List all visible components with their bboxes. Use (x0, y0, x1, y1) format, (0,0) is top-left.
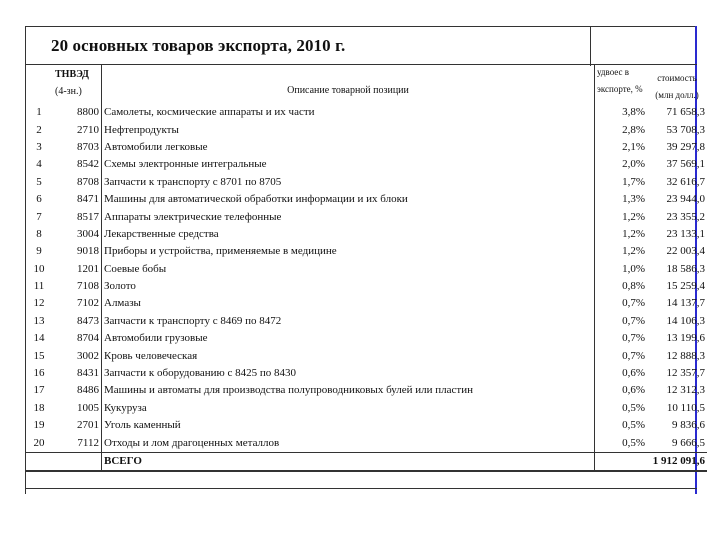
row-code: 3002 (53, 347, 102, 364)
row-code: 7112 (53, 434, 102, 452)
sheet-bottom-border (25, 488, 697, 489)
total-row (25, 452, 707, 471)
row-share: 0,7% (622, 297, 645, 310)
row-code: 7102 (53, 295, 102, 312)
table-row (25, 434, 707, 452)
header-tnved-sub: (4-зн.) (55, 86, 82, 97)
row-share: 0,5% (622, 401, 645, 414)
row-code: 8703 (53, 139, 102, 156)
row-code: 8471 (53, 191, 102, 208)
row-number: 12 (33, 297, 45, 310)
row-code: 7108 (53, 278, 102, 295)
row-share: 1,2% (622, 210, 645, 223)
row-description: Запчасти к оборудованию с 8425 по 8430 (102, 365, 595, 382)
row-value: 53 708,3 (666, 123, 705, 136)
table-row (25, 261, 707, 278)
row-code: 8517 (53, 208, 102, 225)
row-value: 23 355,2 (666, 210, 705, 223)
row-description: Кровь человеческая (102, 347, 595, 364)
row-number: 11 (33, 280, 45, 293)
row-description: Нефтепродукты (102, 121, 595, 138)
row-number: 8 (36, 227, 42, 240)
table-row (25, 104, 707, 121)
row-value: 23 133,1 (666, 227, 705, 240)
row-share: 0,8% (622, 280, 645, 293)
table-row (25, 365, 707, 382)
row-description: Самолеты, космические аппараты и их части (102, 104, 595, 121)
table-row (25, 156, 707, 173)
row-value: 32 616,7 (666, 175, 705, 188)
row-number: 18 (33, 401, 45, 414)
table-row (25, 208, 707, 225)
row-number: 5 (36, 175, 42, 188)
row-description: Запчасти к транспорту с 8701 по 8705 (102, 174, 595, 191)
row-code: 1005 (53, 400, 102, 417)
row-number: 15 (33, 349, 45, 362)
row-share: 2,0% (622, 158, 645, 171)
row-value: 15 259,4 (666, 280, 705, 293)
column-divider (590, 26, 591, 66)
row-share: 0,7% (622, 332, 645, 345)
header-value: стоимость (млн долл.) (655, 73, 699, 100)
row-share: 0,5% (622, 436, 645, 449)
row-description: Алмазы (102, 295, 595, 312)
row-value: 14 106,3 (666, 314, 705, 327)
row-value: 71 658,3 (666, 106, 705, 119)
row-description: Автомобили легковые (102, 139, 595, 156)
table-row (25, 417, 707, 434)
table-row (25, 382, 707, 399)
row-number: 20 (33, 436, 45, 449)
total-label: ВСЕГО (102, 452, 595, 471)
header-share: удвоес в экспорте, % (597, 67, 643, 94)
row-number: 7 (36, 210, 42, 223)
row-value: 12 312,3 (666, 384, 705, 397)
row-code: 1201 (53, 261, 102, 278)
header-tnved (53, 64, 102, 104)
row-number: 4 (36, 158, 42, 171)
table-row (25, 226, 707, 243)
row-number: 6 (36, 193, 42, 206)
row-share: 1,2% (622, 227, 645, 240)
row-share: 1,7% (622, 175, 645, 188)
spreadsheet-sheet (25, 26, 705, 494)
row-value: 9 836,6 (672, 419, 705, 432)
row-description: Лекарственные средства (102, 226, 595, 243)
page-title: 20 основных товаров экспорта, 2010 г. (51, 36, 346, 55)
row-value: 13 199,6 (666, 332, 705, 345)
row-share: 2,8% (622, 123, 645, 136)
table-row (25, 347, 707, 364)
row-description: Запчасти к транспорту с 8469 по 8472 (102, 313, 595, 330)
total-value: 1 912 091,6 (647, 452, 707, 471)
row-share: 0,5% (622, 419, 645, 432)
table-row (25, 243, 707, 260)
row-description: Приборы и устройства, применяемые в медицине (102, 243, 595, 260)
row-share: 2,1% (622, 140, 645, 153)
row-code: 8708 (53, 174, 102, 191)
row-share: 0,6% (622, 367, 645, 380)
row-value: 12 357,7 (666, 367, 705, 380)
row-share: 1,3% (622, 193, 645, 206)
row-number: 10 (33, 262, 45, 275)
header-description: Описание товарной позиции (102, 64, 595, 104)
row-value: 9 666,5 (672, 436, 705, 449)
row-description: Машины для автоматической обработки информации и их блоки (102, 191, 595, 208)
row-description: Аппараты электрические телефонные (102, 208, 595, 225)
sheet-top-border (25, 26, 697, 27)
row-number: 17 (33, 384, 45, 397)
row-code: 8704 (53, 330, 102, 347)
table-row (25, 174, 707, 191)
table-row (25, 121, 707, 138)
export-table (25, 64, 707, 472)
row-value: 14 137,7 (666, 297, 705, 310)
row-number: 13 (33, 314, 45, 327)
row-code: 8800 (53, 104, 102, 121)
table-row (25, 330, 707, 347)
row-description: Отходы и лом драгоценных металлов (102, 434, 595, 452)
row-share: 1,0% (622, 262, 645, 275)
row-value: 39 297,8 (666, 140, 705, 153)
row-number: 19 (33, 419, 45, 432)
row-description: Автомобили грузовые (102, 330, 595, 347)
row-description: Золото (102, 278, 595, 295)
row-share: 0,7% (622, 314, 645, 327)
table-row (25, 295, 707, 312)
table-row (25, 278, 707, 295)
table-row (25, 139, 707, 156)
row-number: 3 (36, 140, 42, 153)
row-description: Схемы электронные интегральные (102, 156, 595, 173)
row-code: 8486 (53, 382, 102, 399)
row-code: 8473 (53, 313, 102, 330)
table-body (25, 104, 707, 452)
row-value: 22 003,4 (666, 245, 705, 258)
row-share: 0,6% (622, 384, 645, 397)
row-code: 8542 (53, 156, 102, 173)
table-row (25, 400, 707, 417)
row-description: Кукуруза (102, 400, 595, 417)
row-number: 2 (36, 123, 42, 136)
row-number: 9 (36, 245, 42, 258)
row-share: 0,7% (622, 349, 645, 362)
row-code: 2710 (53, 121, 102, 138)
header-tnved-label: ТНВЭД (55, 69, 89, 80)
table-header-row (25, 64, 707, 104)
row-value: 10 110,5 (666, 401, 705, 414)
row-value: 12 888,3 (666, 349, 705, 362)
table-row (25, 313, 707, 330)
row-value: 23 944,0 (666, 193, 705, 206)
row-value: 37 569,1 (666, 158, 705, 171)
row-share: 3,8% (622, 106, 645, 119)
row-number: 14 (33, 332, 45, 345)
row-share: 1,2% (622, 245, 645, 258)
row-value: 18 586,3 (666, 262, 705, 275)
table-row (25, 191, 707, 208)
row-code: 3004 (53, 226, 102, 243)
row-description: Машины и автоматы для производства полупроводниковых булей или пластин (102, 382, 595, 399)
row-description: Соевые бобы (102, 261, 595, 278)
row-number: 1 (36, 106, 42, 119)
row-number: 16 (33, 367, 45, 380)
row-code: 8431 (53, 365, 102, 382)
row-description: Уголь каменный (102, 417, 595, 434)
row-code: 9018 (53, 243, 102, 260)
row-code: 2701 (53, 417, 102, 434)
